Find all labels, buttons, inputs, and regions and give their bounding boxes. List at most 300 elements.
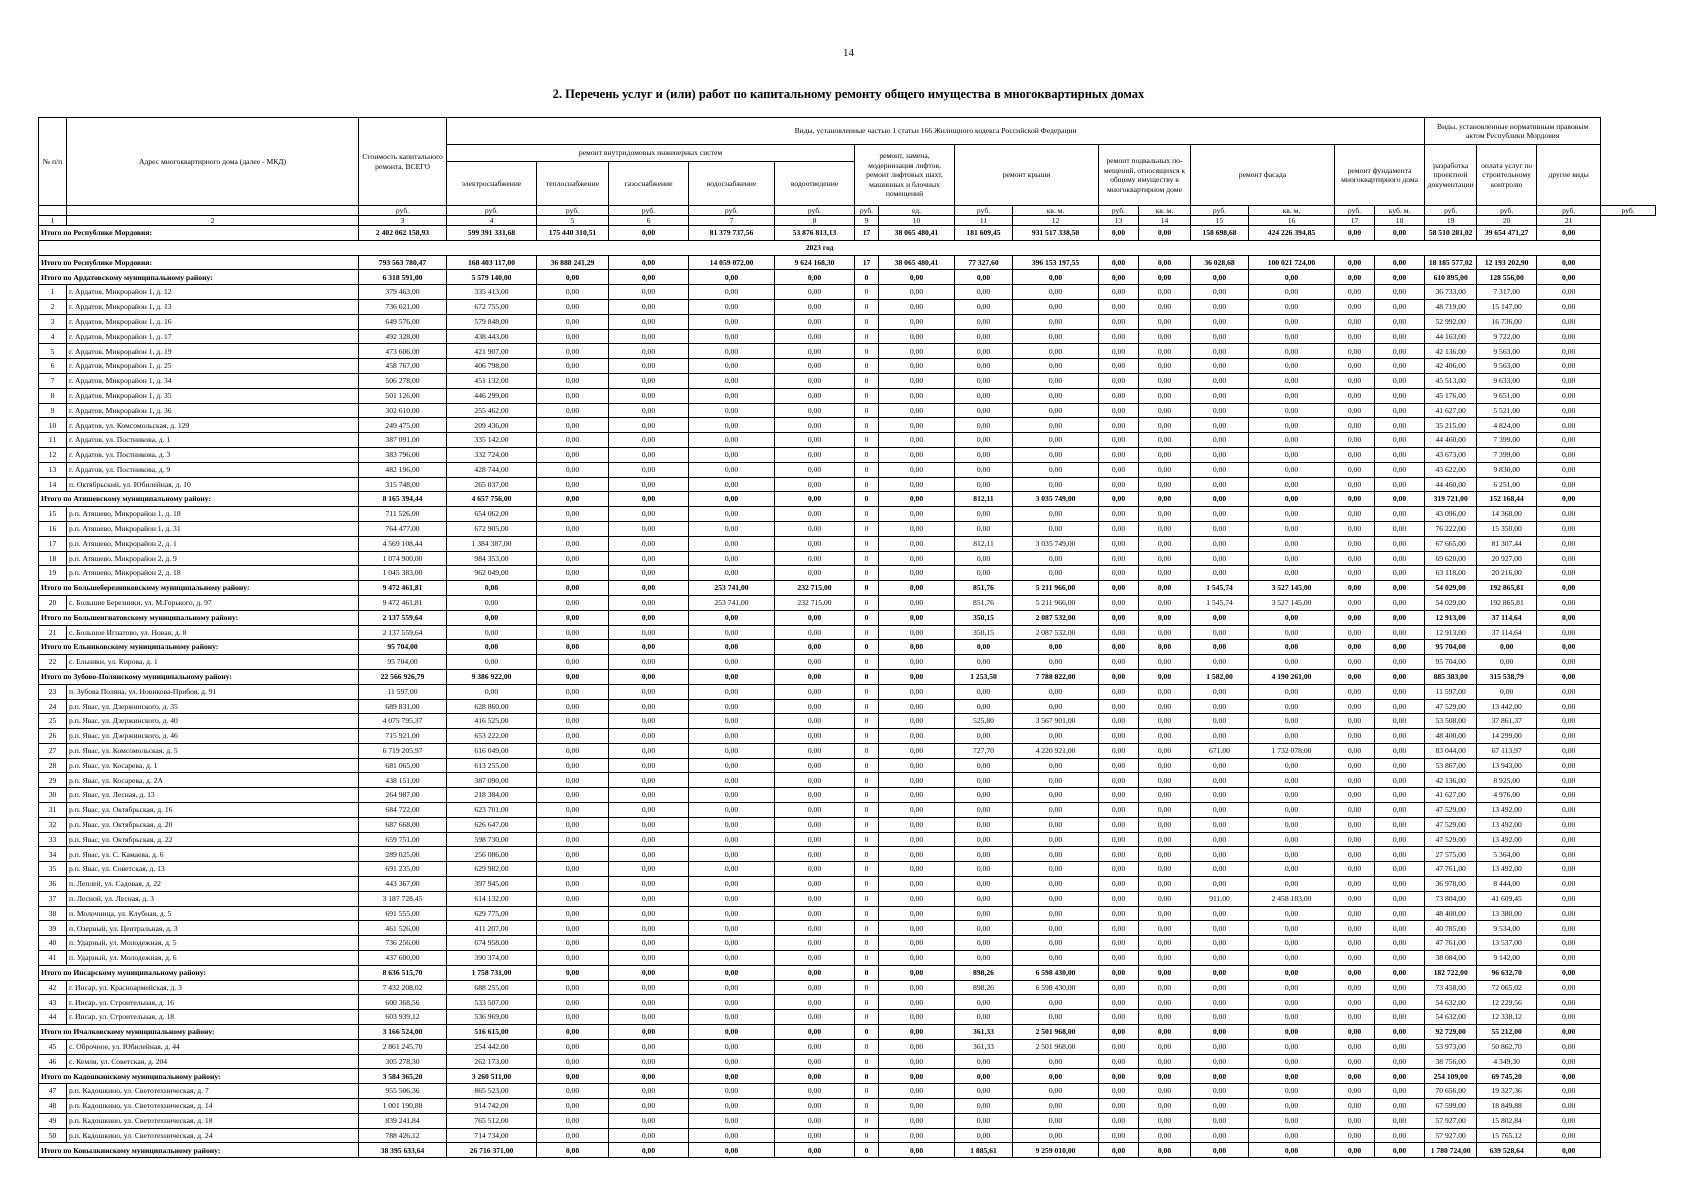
cell: 63 118,00 bbox=[1425, 566, 1477, 581]
cell: 0,00 bbox=[955, 729, 1013, 744]
column-number: 7 bbox=[689, 216, 775, 226]
cell: 387 091,00 bbox=[359, 433, 447, 448]
cell: 610 895,00 bbox=[1425, 270, 1477, 285]
cell: 0,00 bbox=[689, 344, 775, 359]
cell: 20 927,00 bbox=[1477, 551, 1537, 566]
cell: 1 545,74 bbox=[1191, 595, 1249, 610]
table-row bbox=[39, 477, 1656, 492]
cell: 44 163,00 bbox=[1425, 329, 1477, 344]
cell: 1 732 078,00 bbox=[1249, 743, 1335, 758]
cell: 0,00 bbox=[537, 507, 609, 522]
cell: 7 788 822,00 bbox=[1013, 669, 1099, 684]
cell: 0,00 bbox=[1191, 1039, 1249, 1054]
cell: 0,00 bbox=[879, 551, 955, 566]
cell: 1 253,50 bbox=[955, 669, 1013, 684]
cell: 0,00 bbox=[1099, 714, 1139, 729]
cell: 0,00 bbox=[1139, 906, 1191, 921]
cell: 15 147,00 bbox=[1477, 299, 1537, 314]
unit-label: руб. bbox=[1425, 206, 1477, 216]
cell: 0 bbox=[855, 373, 879, 388]
cell: 0,00 bbox=[775, 1025, 855, 1040]
cell: 253 741,00 bbox=[689, 581, 775, 596]
cell: 302 610,00 bbox=[359, 403, 447, 418]
col-cost-header: Стоимость капитального ремонта, ВСЕГО bbox=[359, 118, 447, 206]
cell: 0,00 bbox=[1249, 817, 1335, 832]
cell: 0,00 bbox=[1013, 521, 1099, 536]
cell: 9 142,00 bbox=[1477, 951, 1537, 966]
table-row bbox=[39, 877, 1656, 892]
cell: 0,00 bbox=[879, 788, 955, 803]
subtotal-label: Итого по Инсарскому муниципальному району: bbox=[39, 965, 359, 980]
cell: 0,00 bbox=[1099, 492, 1139, 507]
cell: 0,00 bbox=[1375, 270, 1425, 285]
unit-label: руб. bbox=[1099, 206, 1139, 216]
address-cell: р.п. Кадошкино, ул. Светотехническая, д. 7 bbox=[67, 1084, 359, 1099]
cell: 0,00 bbox=[1477, 684, 1537, 699]
cell: 43 673,00 bbox=[1425, 447, 1477, 462]
cell: 0,00 bbox=[1099, 847, 1139, 862]
cell: 0,00 bbox=[879, 803, 955, 818]
cell: 0,00 bbox=[1099, 285, 1139, 300]
cell: 36 028,68 bbox=[1191, 255, 1249, 270]
row-number: 2 bbox=[39, 299, 67, 314]
table-row bbox=[39, 507, 1656, 522]
total-cell: 0,00 bbox=[1375, 226, 1425, 241]
cell: 315 538,79 bbox=[1477, 669, 1537, 684]
cell: 727,70 bbox=[955, 743, 1013, 758]
cell: 5 211 966,00 bbox=[1013, 595, 1099, 610]
cell: 0,00 bbox=[1013, 344, 1099, 359]
cell: 687 668,00 bbox=[359, 817, 447, 832]
cell: 9 472 461,81 bbox=[359, 581, 447, 596]
cell: 0 bbox=[855, 418, 879, 433]
cell: 0,00 bbox=[689, 817, 775, 832]
cell: 0,00 bbox=[609, 433, 689, 448]
cell: 47 529,00 bbox=[1425, 803, 1477, 818]
address-cell: с. Кемля, ул. Советская, д. 204 bbox=[67, 1054, 359, 1069]
cell: 55 212,00 bbox=[1477, 1025, 1537, 1040]
cell: 0,00 bbox=[609, 477, 689, 492]
cell: 0,00 bbox=[1249, 699, 1335, 714]
cell: 0,00 bbox=[609, 1143, 689, 1158]
cell: 0,00 bbox=[1335, 877, 1375, 892]
cell: 0,00 bbox=[1139, 521, 1191, 536]
row-number: 41 bbox=[39, 951, 67, 966]
cell: 0,00 bbox=[1335, 1025, 1375, 1040]
cell: 0,00 bbox=[1249, 388, 1335, 403]
cell: 0 bbox=[855, 462, 879, 477]
cell: 0,00 bbox=[955, 270, 1013, 285]
cell: 0,00 bbox=[1375, 773, 1425, 788]
cell: 0 bbox=[855, 773, 879, 788]
cell: 0,00 bbox=[1013, 1054, 1099, 1069]
cell: 0,00 bbox=[1537, 1143, 1601, 1158]
cell: 0,00 bbox=[1375, 418, 1425, 433]
cell: 1 780 724,00 bbox=[1425, 1143, 1477, 1158]
cell: 0,00 bbox=[1099, 891, 1139, 906]
cell: 0,00 bbox=[1335, 995, 1375, 1010]
cell: 0,00 bbox=[1375, 1084, 1425, 1099]
cell: 0,00 bbox=[1191, 1054, 1249, 1069]
column-number: 11 bbox=[955, 216, 1013, 226]
cell: 0,00 bbox=[1099, 595, 1139, 610]
cell: 0,00 bbox=[879, 433, 955, 448]
cell: 4 190 261,00 bbox=[1249, 669, 1335, 684]
cell: 0 bbox=[855, 1054, 879, 1069]
cell: 44 460,00 bbox=[1425, 433, 1477, 448]
cell: 0,00 bbox=[1537, 743, 1601, 758]
row-number: 40 bbox=[39, 936, 67, 951]
cell: 0,00 bbox=[1335, 492, 1375, 507]
cell: 0,00 bbox=[1335, 566, 1375, 581]
unit-label: руб. bbox=[537, 206, 609, 216]
cell: 0,00 bbox=[1335, 640, 1375, 655]
cell: 72 065,02 bbox=[1477, 980, 1537, 995]
table-row bbox=[39, 862, 1656, 877]
cell: 0,00 bbox=[879, 447, 955, 462]
cell: 41 627,00 bbox=[1425, 788, 1477, 803]
cell: 0,00 bbox=[537, 684, 609, 699]
cell: 0,00 bbox=[1249, 1025, 1335, 1040]
cell: 57 927,00 bbox=[1425, 1128, 1477, 1143]
cell: 38 065 480,41 bbox=[879, 255, 955, 270]
cell: 0,00 bbox=[609, 921, 689, 936]
cell: 262 173,00 bbox=[447, 1054, 537, 1069]
column-number: 5 bbox=[537, 216, 609, 226]
cell: 0,00 bbox=[609, 817, 689, 832]
cell: 764 477,00 bbox=[359, 521, 447, 536]
address-cell: с. Большие Березники, ул. М.Горького, д. 97 bbox=[67, 595, 359, 610]
cell: 0,00 bbox=[1013, 729, 1099, 744]
row-number: 22 bbox=[39, 655, 67, 670]
cell: 0,00 bbox=[537, 862, 609, 877]
cell: 0,00 bbox=[689, 640, 775, 655]
cell: 711 526,00 bbox=[359, 507, 447, 522]
cell: 0,00 bbox=[609, 566, 689, 581]
cell: 0,00 bbox=[1099, 610, 1139, 625]
cell: 0,00 bbox=[609, 388, 689, 403]
cell: 15 350,00 bbox=[1477, 521, 1537, 536]
table-row bbox=[39, 625, 1656, 640]
row-number: 42 bbox=[39, 980, 67, 995]
cell: 0,00 bbox=[1249, 877, 1335, 892]
cell: 0,00 bbox=[1191, 477, 1249, 492]
cell: 13 492,00 bbox=[1477, 832, 1537, 847]
cell: 0,00 bbox=[609, 1113, 689, 1128]
cell: 0 bbox=[855, 877, 879, 892]
table-row bbox=[39, 388, 1656, 403]
cell: 0,00 bbox=[689, 610, 775, 625]
total-cell: 181 609,45 bbox=[955, 226, 1013, 241]
cell: 0,00 bbox=[955, 403, 1013, 418]
cell: 0,00 bbox=[1013, 951, 1099, 966]
cell: 428 744,00 bbox=[447, 462, 537, 477]
cell: 0,00 bbox=[1099, 877, 1139, 892]
cell: 0,00 bbox=[1537, 1099, 1601, 1114]
other-header: другие виды bbox=[1537, 145, 1601, 206]
cell: 0,00 bbox=[609, 507, 689, 522]
cell: 0,00 bbox=[775, 965, 855, 980]
cell: 0,00 bbox=[1375, 492, 1425, 507]
cell: 0,00 bbox=[1537, 551, 1601, 566]
cell: 0,00 bbox=[1013, 1010, 1099, 1025]
cell: 6 719 205,97 bbox=[359, 743, 447, 758]
cell: 0,00 bbox=[1099, 684, 1139, 699]
cell: 0,00 bbox=[537, 329, 609, 344]
cell: 0,00 bbox=[537, 1099, 609, 1114]
cell: 1 885,61 bbox=[955, 1143, 1013, 1158]
cell: 0,00 bbox=[1375, 743, 1425, 758]
cell: 0,00 bbox=[1537, 270, 1601, 285]
cell: 38 756,00 bbox=[1425, 1054, 1477, 1069]
cell: 0,00 bbox=[775, 743, 855, 758]
subtotal-label: Итого по Большеигнатовскому муниципальному району: bbox=[39, 610, 359, 625]
cell: 0,00 bbox=[689, 388, 775, 403]
cell: 0,00 bbox=[775, 285, 855, 300]
cell: 0,00 bbox=[537, 1010, 609, 1025]
table-row bbox=[39, 980, 1656, 995]
cell: 0,00 bbox=[1139, 817, 1191, 832]
cell: 0,00 bbox=[1191, 1010, 1249, 1025]
cell: 0,00 bbox=[1375, 299, 1425, 314]
cell: 0,00 bbox=[955, 773, 1013, 788]
cell: 0,00 bbox=[1335, 270, 1375, 285]
unit-label: кв. м. bbox=[1013, 206, 1099, 216]
cell: 0,00 bbox=[879, 862, 955, 877]
cell: 0,00 bbox=[955, 1113, 1013, 1128]
row-number: 8 bbox=[39, 388, 67, 403]
cell: 0,00 bbox=[609, 373, 689, 388]
col-no-header: № п/п bbox=[39, 118, 67, 206]
cell: 0,00 bbox=[609, 758, 689, 773]
cell: 0,00 bbox=[1375, 832, 1425, 847]
cell: 0,00 bbox=[1099, 359, 1139, 374]
cell: 0,00 bbox=[1099, 817, 1139, 832]
cell: 0,00 bbox=[1335, 418, 1375, 433]
group-zhk-header: Виды, установленные частью 1 статьи 166 Жилищного кодекса Российской Федерации bbox=[447, 118, 1425, 145]
table-row bbox=[39, 1113, 1656, 1128]
cell: 0,00 bbox=[1139, 729, 1191, 744]
cell: 851,76 bbox=[955, 595, 1013, 610]
cell: 0,00 bbox=[1335, 447, 1375, 462]
cell: 0,00 bbox=[1099, 433, 1139, 448]
table-row bbox=[39, 906, 1656, 921]
cell: 0,00 bbox=[1375, 1113, 1425, 1128]
cell: 0,00 bbox=[1191, 1113, 1249, 1128]
address-cell: р.п. Кадошкино, ул. Светотехническая, д. 14 bbox=[67, 1099, 359, 1114]
cell: 3 166 524,00 bbox=[359, 1025, 447, 1040]
subtotal-label: Итого по Кадошкинскому муниципальному району: bbox=[39, 1069, 359, 1084]
cell: 0,00 bbox=[1537, 714, 1601, 729]
cell: 0,00 bbox=[879, 314, 955, 329]
row-number: 20 bbox=[39, 595, 67, 610]
cell: 69 620,00 bbox=[1425, 551, 1477, 566]
cell: 0,00 bbox=[609, 462, 689, 477]
cell: 254 442,00 bbox=[447, 1039, 537, 1054]
cell: 0,00 bbox=[537, 1128, 609, 1143]
cell: 600 368,56 bbox=[359, 995, 447, 1010]
cell: 13 492,00 bbox=[1477, 862, 1537, 877]
cell: 659 751,00 bbox=[359, 832, 447, 847]
address-cell: р.п. Атяшево, Микрорайон 2, д. 9 bbox=[67, 551, 359, 566]
cell: 0,00 bbox=[775, 832, 855, 847]
cell: 0,00 bbox=[1139, 477, 1191, 492]
cell: 0,00 bbox=[879, 965, 955, 980]
cell: 41 627,00 bbox=[1425, 403, 1477, 418]
table-row bbox=[39, 359, 1656, 374]
cell: 0 bbox=[855, 403, 879, 418]
row-number: 10 bbox=[39, 418, 67, 433]
cell: 0,00 bbox=[955, 359, 1013, 374]
cell: 0,00 bbox=[1335, 1069, 1375, 1084]
cell: 0,00 bbox=[1537, 862, 1601, 877]
cell: 0,00 bbox=[879, 595, 955, 610]
cell: 218 384,00 bbox=[447, 788, 537, 803]
cell: 0,00 bbox=[775, 1039, 855, 1054]
cell: 0,00 bbox=[537, 447, 609, 462]
cell: 0,00 bbox=[1537, 595, 1601, 610]
cell: 461 526,00 bbox=[359, 921, 447, 936]
cell: 0 bbox=[855, 758, 879, 773]
cell: 0,00 bbox=[775, 995, 855, 1010]
cell: 0,00 bbox=[1013, 418, 1099, 433]
cell: 232 715,00 bbox=[775, 581, 855, 596]
cell: 0,00 bbox=[447, 595, 537, 610]
cell: 0 bbox=[855, 595, 879, 610]
cell: 0,00 bbox=[879, 521, 955, 536]
cell: 350,15 bbox=[955, 625, 1013, 640]
cell: 0,00 bbox=[1249, 462, 1335, 477]
row-number: 44 bbox=[39, 1010, 67, 1025]
cell: 0,00 bbox=[1249, 788, 1335, 803]
cell: 0,00 bbox=[879, 285, 955, 300]
cell: 0,00 bbox=[955, 891, 1013, 906]
cell: 0,00 bbox=[1013, 285, 1099, 300]
cell: 0,00 bbox=[1099, 1069, 1139, 1084]
cell: 0,00 bbox=[609, 329, 689, 344]
cell: 13 492,00 bbox=[1477, 803, 1537, 818]
cell: 0,00 bbox=[689, 714, 775, 729]
cell: 0,00 bbox=[1375, 1039, 1425, 1054]
cell: 4 569 108,44 bbox=[359, 536, 447, 551]
cell: 0,00 bbox=[1139, 1010, 1191, 1025]
cell: 0,00 bbox=[1375, 640, 1425, 655]
cell: 0,00 bbox=[537, 980, 609, 995]
cell: 0,00 bbox=[609, 788, 689, 803]
cell: 0,00 bbox=[1249, 906, 1335, 921]
cell: 36 733,00 bbox=[1425, 285, 1477, 300]
cell: 0,00 bbox=[879, 832, 955, 847]
cell: 38 084,00 bbox=[1425, 951, 1477, 966]
table-row bbox=[39, 1099, 1656, 1114]
cell: 0,00 bbox=[1537, 995, 1601, 1010]
cell: 47 761,00 bbox=[1425, 862, 1477, 877]
cell: 0,00 bbox=[1139, 862, 1191, 877]
cell: 598 730,00 bbox=[447, 832, 537, 847]
cell: 0,00 bbox=[879, 921, 955, 936]
column-number: 3 bbox=[359, 216, 447, 226]
cell: 0,00 bbox=[1249, 862, 1335, 877]
cell: 0,00 bbox=[1335, 373, 1375, 388]
cell: 0,00 bbox=[1139, 566, 1191, 581]
row-number: 39 bbox=[39, 921, 67, 936]
cell: 0,00 bbox=[689, 699, 775, 714]
cell: 0,00 bbox=[1537, 1010, 1601, 1025]
cell: 0,00 bbox=[1537, 388, 1601, 403]
cell: 0,00 bbox=[775, 1113, 855, 1128]
cell: 0,00 bbox=[1537, 965, 1601, 980]
cell: 411 207,00 bbox=[447, 921, 537, 936]
group-rm-header: Виды, установленные нормативным правовым актом Республики Мордовия bbox=[1425, 118, 1601, 145]
cell: 0,00 bbox=[879, 877, 955, 892]
cell: 0,00 bbox=[1099, 743, 1139, 758]
cell: 77 327,60 bbox=[955, 255, 1013, 270]
cell: 0,00 bbox=[1099, 625, 1139, 640]
cell: 0,00 bbox=[1537, 462, 1601, 477]
cell: 0,00 bbox=[1013, 995, 1099, 1010]
subtotal-row bbox=[39, 1069, 1656, 1084]
row-number: 5 bbox=[39, 344, 67, 359]
cell: 0,00 bbox=[1013, 773, 1099, 788]
subtotal-row bbox=[39, 640, 1656, 655]
cell: 0,00 bbox=[1191, 832, 1249, 847]
table-row bbox=[39, 773, 1656, 788]
cell: 12 913,00 bbox=[1425, 625, 1477, 640]
cell: 0,00 bbox=[609, 832, 689, 847]
cell: 0,00 bbox=[1375, 758, 1425, 773]
cell: 0,00 bbox=[609, 1128, 689, 1143]
cell: 95 704,00 bbox=[1425, 640, 1477, 655]
cell: 0,00 bbox=[1099, 447, 1139, 462]
row-number: 12 bbox=[39, 447, 67, 462]
supervision-header: оплата услуг по строительному контролю bbox=[1477, 145, 1537, 206]
cell: 0,00 bbox=[1191, 877, 1249, 892]
cell: 0,00 bbox=[689, 418, 775, 433]
cell: 0,00 bbox=[537, 965, 609, 980]
cell: 0,00 bbox=[1099, 1143, 1139, 1158]
address-cell: р.п. Явас, ул. Советская, д. 13 bbox=[67, 862, 359, 877]
subtotal-row bbox=[39, 492, 1656, 507]
row-number: 19 bbox=[39, 566, 67, 581]
cell: 0,00 bbox=[537, 951, 609, 966]
cell: 0,00 bbox=[1191, 699, 1249, 714]
cell: 0,00 bbox=[1537, 877, 1601, 892]
cell: 0,00 bbox=[1537, 433, 1601, 448]
cell: 37 114,64 bbox=[1477, 625, 1537, 640]
subtotal-row bbox=[39, 669, 1656, 684]
cell: 0,00 bbox=[1375, 1025, 1425, 1040]
cell: 0,00 bbox=[1191, 329, 1249, 344]
cell: 0,00 bbox=[1537, 285, 1601, 300]
cell: 0,00 bbox=[1191, 936, 1249, 951]
cell: 0,00 bbox=[689, 299, 775, 314]
column-number: 20 bbox=[1477, 216, 1537, 226]
cell: 0,00 bbox=[955, 788, 1013, 803]
elevators-header: ремонт, замена, модернизация лифтов, ремонт лифтовых шахт, машинных и блочных помещений bbox=[855, 145, 955, 206]
cell: 885 383,00 bbox=[1425, 669, 1477, 684]
cell: 0,00 bbox=[1335, 314, 1375, 329]
cell: 684 722,00 bbox=[359, 803, 447, 818]
cell: 335 413,00 bbox=[447, 285, 537, 300]
cell: 350,15 bbox=[955, 610, 1013, 625]
cell: 446 299,00 bbox=[447, 388, 537, 403]
row-number: 31 bbox=[39, 803, 67, 818]
cell: 438 151,00 bbox=[359, 773, 447, 788]
cell: 0,00 bbox=[879, 477, 955, 492]
cell: 0,00 bbox=[1191, 492, 1249, 507]
cell: 0,00 bbox=[1249, 980, 1335, 995]
table-row bbox=[39, 729, 1656, 744]
